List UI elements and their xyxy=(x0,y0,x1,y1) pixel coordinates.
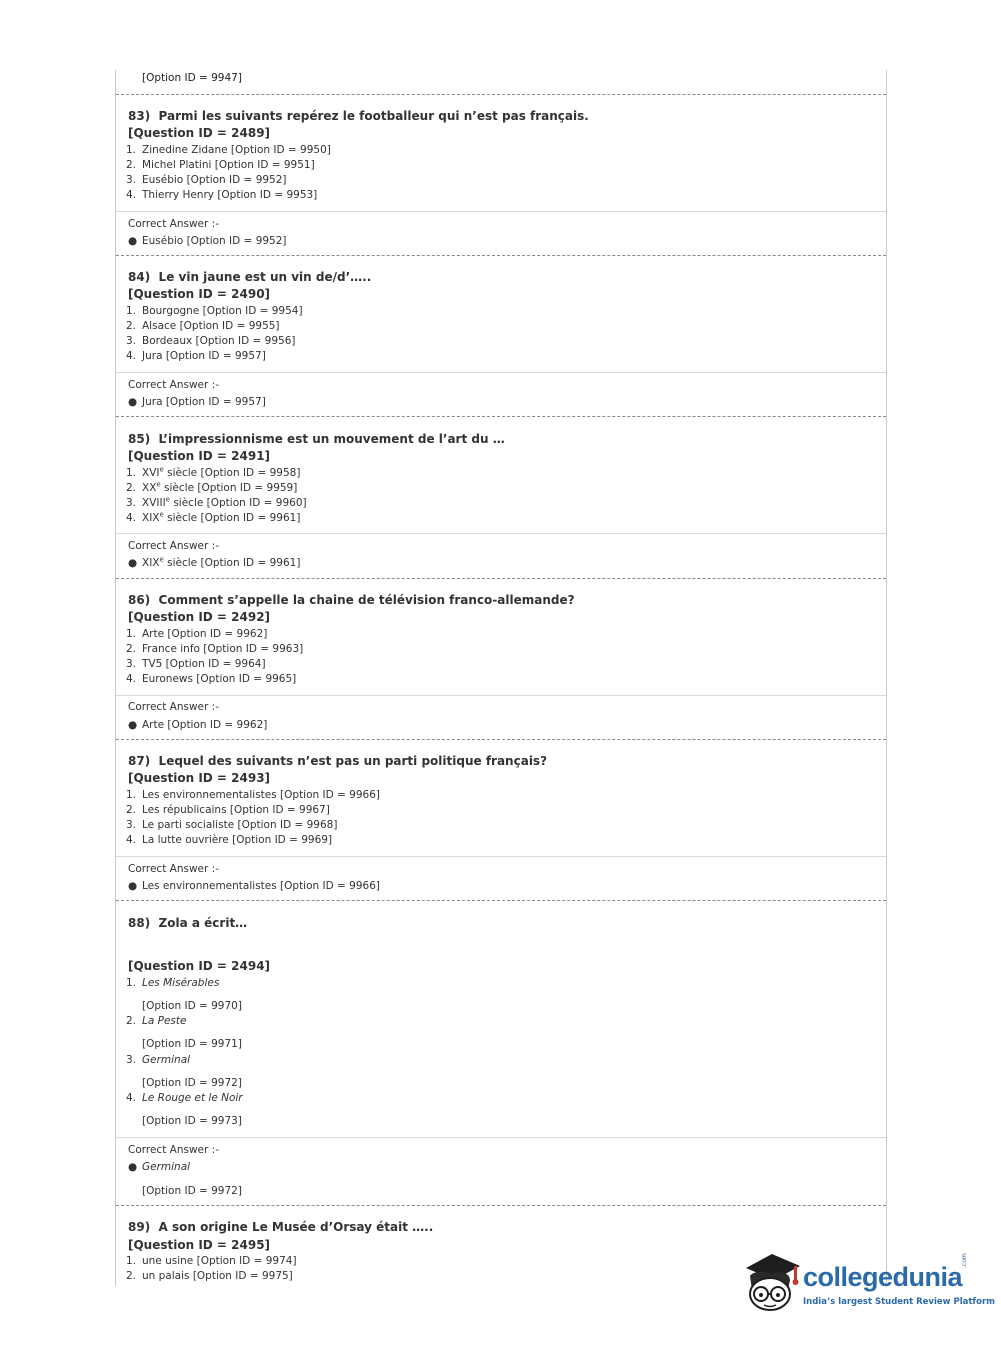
question-85-option-4: 4. XIXe siècle [Option ID = 9961] xyxy=(126,510,301,524)
correct-answer-label: Correct Answer :- xyxy=(128,1144,219,1156)
question-83-option-3: 3. Eusébio [Option ID = 9952] xyxy=(126,174,287,186)
question-84-id: [Question ID = 2490] xyxy=(128,287,271,301)
question-88-answer: ● Germinal xyxy=(128,1161,191,1173)
question-83-option-2: 2. Michel Platini [Option ID = 9951] xyxy=(126,159,315,171)
answer-divider xyxy=(116,533,886,534)
question-83-text: 83) Parmi les suivants repérez le footballeur qui n’est pas français. xyxy=(128,109,589,123)
bullet-icon: ● xyxy=(128,880,138,892)
question-87-id: [Question ID = 2493] xyxy=(128,771,271,785)
question-87-option-1: 1. Les environnementalistes [Option ID = 9966] xyxy=(126,789,380,801)
question-85-id: [Question ID = 2491] xyxy=(128,449,271,463)
question-sheet xyxy=(115,70,887,1286)
question-83-id: [Question ID = 2489] xyxy=(128,126,271,140)
question-88-option-3: 3. Germinal xyxy=(126,1054,191,1066)
question-86-option-3: 3. TV5 [Option ID = 9964] xyxy=(126,658,266,670)
question-separator xyxy=(116,739,886,740)
question-83-answer: ● Eusébio [Option ID = 9952] xyxy=(128,235,287,247)
question-88-option-4: 4. Le Rouge et le Noir xyxy=(126,1092,243,1104)
question-83-option-1: 1. Zinedine Zidane [Option ID = 9950] xyxy=(126,144,331,156)
question-86-text: 86) Comment s’appelle la chaine de télévision franco-allemande? xyxy=(128,593,575,607)
question-86-option-4: 4. Euronews [Option ID = 9965] xyxy=(126,673,297,685)
question-85-answer: ● XIXe siècle [Option ID = 9961] xyxy=(128,555,301,569)
answer-divider xyxy=(116,856,886,857)
bullet-icon: ● xyxy=(128,719,138,731)
question-separator xyxy=(116,416,886,417)
question-84-option-4: 4. Jura [Option ID = 9957] xyxy=(126,350,266,362)
question-84-text: 84) Le vin jaune est un vin de/d’….. xyxy=(128,270,372,284)
question-85-text: 85) L’impressionnisme est un mouvement de l’art du … xyxy=(128,432,505,446)
question-89-id: [Question ID = 2495] xyxy=(128,1238,271,1252)
question-separator xyxy=(116,900,886,901)
answer-divider xyxy=(116,372,886,373)
question-87-option-3: 3. Le parti socialiste [Option ID = 9968] xyxy=(126,819,338,831)
question-88-option-2: 2. La Peste xyxy=(126,1015,187,1027)
question-84-answer: ● Jura [Option ID = 9957] xyxy=(128,396,266,408)
question-88-option-1-id: [Option ID = 9970] xyxy=(142,1000,242,1012)
question-separator xyxy=(116,1205,886,1206)
collegedunia-logo[interactable] xyxy=(742,1248,995,1318)
question-88-option-3-id: [Option ID = 9972] xyxy=(142,1077,242,1089)
question-84-option-1: 1. Bourgogne [Option ID = 9954] xyxy=(126,305,303,317)
bullet-icon: ● xyxy=(128,235,138,247)
question-89-text: 89) A son origine Le Musée d’Orsay était ….. xyxy=(128,1220,434,1234)
question-87-option-2: 2. Les républicains [Option ID = 9967] xyxy=(126,804,330,816)
question-83-option-4: 4. Thierry Henry [Option ID = 9953] xyxy=(126,189,318,201)
question-separator xyxy=(116,94,886,95)
question-88-option-4-id: [Option ID = 9973] xyxy=(142,1115,242,1127)
bullet-icon: ● xyxy=(128,557,138,569)
question-88-option-1: 1. Les Misérables xyxy=(126,977,220,989)
question-85-option-2: 2. XXe siècle [Option ID = 9959] xyxy=(126,480,298,494)
question-84-option-2: 2. Alsace [Option ID = 9955] xyxy=(126,320,280,332)
question-88-text: 88) Zola a écrit… xyxy=(128,916,248,930)
mascot-icon xyxy=(742,1250,802,1316)
question-85-option-1: 1. XVIe siècle [Option ID = 9958] xyxy=(126,465,301,479)
bullet-icon: ● xyxy=(128,1161,138,1173)
question-84-option-3: 3. Bordeaux [Option ID = 9956] xyxy=(126,335,296,347)
question-89-option-2: 2. un palais [Option ID = 9975] xyxy=(126,1270,293,1282)
answer-divider xyxy=(116,695,886,696)
question-88-answer-id: [Option ID = 9972] xyxy=(142,1185,242,1197)
question-88-option-2-id: [Option ID = 9971] xyxy=(142,1038,242,1050)
correct-answer-label: Correct Answer :- xyxy=(128,701,219,713)
question-86-answer: ● Arte [Option ID = 9962] xyxy=(128,719,268,731)
question-87-text: 87) Lequel des suivants n’est pas un parti politique français? xyxy=(128,754,548,768)
correct-answer-label: Correct Answer :- xyxy=(128,218,219,230)
question-89-option-1: 1. une usine [Option ID = 9974] xyxy=(126,1255,297,1267)
answer-divider xyxy=(116,211,886,212)
question-88-id: [Question ID = 2494] xyxy=(128,959,271,973)
logo-wordmark: collegedunia xyxy=(803,1262,963,1292)
question-separator xyxy=(116,255,886,256)
option-id-text: [Option ID = 9947] xyxy=(142,72,242,84)
bullet-icon: ● xyxy=(128,396,138,408)
question-86-option-1: 1. Arte [Option ID = 9962] xyxy=(126,628,268,640)
logo-tagline: India’s largest Student Review Platform xyxy=(803,1297,995,1307)
logo-suffix: .com xyxy=(961,1253,968,1268)
question-85-option-3: 3. XVIIIe siècle [Option ID = 9960] xyxy=(126,495,307,509)
correct-answer-label: Correct Answer :- xyxy=(128,540,219,552)
question-87-answer: ● Les environnementalistes [Option ID = 9966] xyxy=(128,880,380,892)
answer-divider xyxy=(116,1137,886,1138)
correct-answer-label: Correct Answer :- xyxy=(128,379,219,391)
question-86-id: [Question ID = 2492] xyxy=(128,610,271,624)
question-86-option-2: 2. France info [Option ID = 9963] xyxy=(126,643,304,655)
question-separator xyxy=(116,578,886,579)
correct-answer-label: Correct Answer :- xyxy=(128,863,219,875)
question-87-option-4: 4. La lutte ouvrière [Option ID = 9969] xyxy=(126,834,333,846)
